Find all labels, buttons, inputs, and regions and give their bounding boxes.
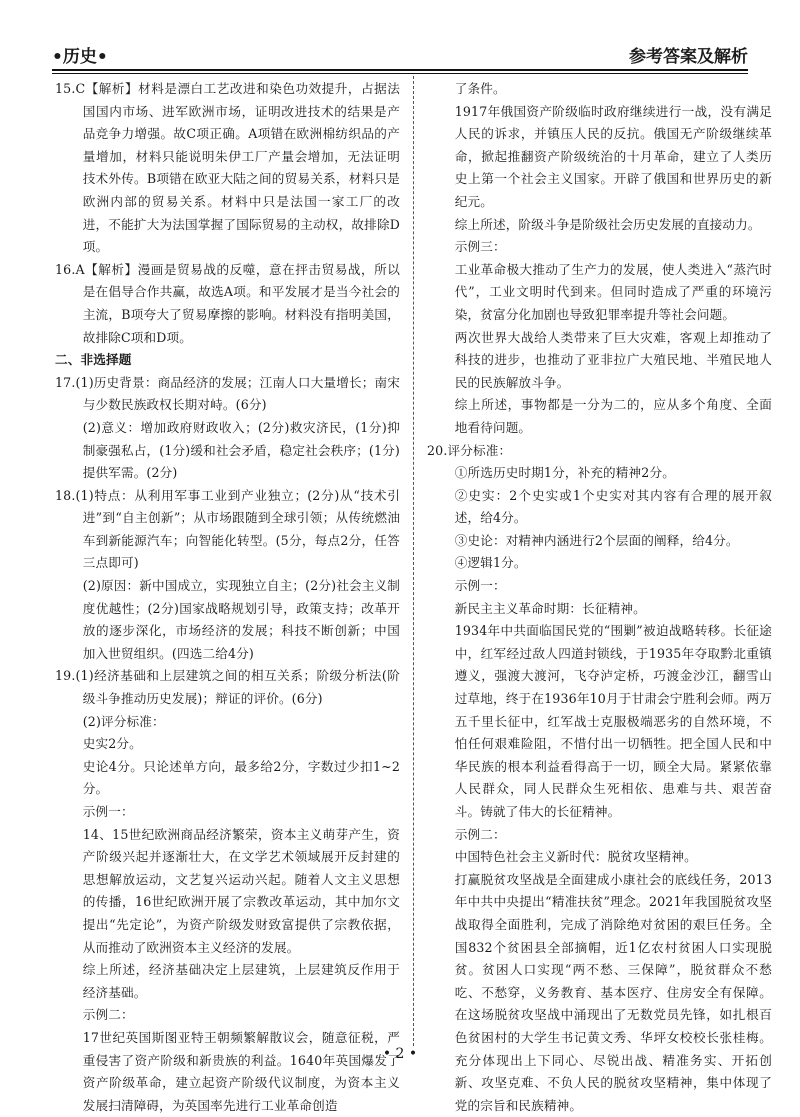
answer-paragraph: (2)评分标准：	[82, 713, 165, 729]
answer-paragraph: 1934年中共面临国民党的“围剿”被迫战略转移。长征途中，红军经过敌人四道封锁线，于1935年夺取黔北重镇遵义，强渡大渡河，飞夺泸定桥，巧渡金沙江，翻雪山过草地，终于在1936年10月于甘肃会宁胜利会师。两万五千里长征中，红军战士克服极端恶劣的自然环境，不怕任何艰难险阻，不惜付出一切牺牲。把全国人民和中华民族的根本利益看得高于一切，顾全大局。紧紧依靠人民群众，同人民群众生死相依、患难与共、艰苦奋斗。铸就了伟大的长征精神。	[454, 623, 772, 819]
answer-paragraph: ④逻辑1分。	[454, 555, 527, 571]
answer-paragraph: 综上所述，经济基础决定上层建筑，上层建筑反作用于经济基础。	[82, 962, 400, 1000]
answer-paragraph: 1917年俄国资产阶级临时政府继续进行一战，没有满足人民的诉求，并镇压人民的反抗。俄国无产阶级继续革命，掀起推翻资产阶级统治的十月革命，建立了人类历史上第一个社会主义国家。开辟了俄国和世界历史的新纪元。	[454, 103, 772, 209]
answer-paragraph: 19.(1)经济基础和上层建筑之间的相互关系；阶级分析法(阶级斗争推动历史发展)；辩证的评价。(6分)	[55, 668, 400, 707]
answer-paragraph: 16.A【解析】漫画是贸易战的反噬，意在抨击贸易战，所以是在倡导合作共赢，故选A项。和平发展才是当今社会的主流，B项夸大了贸易摩擦的影响。材料没有指明美国，故排除C项和D项。	[55, 261, 400, 345]
answer-paragraph: ③史论：对精神内涵进行2个层面的阐释，给4分。	[454, 532, 739, 548]
answer-paragraph: 打赢脱贫攻坚战是全面建成小康社会的底线任务，2013年中共中央提出“精准扶贫”理念。2021年我国脱贫攻坚战取得全面胜利，完成了消除绝对贫困的艰巨任务。全国832个贫困县全部摘帽，近1亿农村贫困人口实现脱贫。贫困人口实现“两不愁、三保障”，脱贫群众不愁吃、不愁穿，义务教育、基本医疗、住房安全有保障。在这场脱贫攻坚战中涌现出了无数党员先锋，如扎根百色贫困村的大学生书记黄文秀、华坪女校校长张桂梅。充分体现出上下同心、尽锐出战、精准务实、开拓创新、攻坚克难、不负人民的脱贫攻坚精神，集中体现了党的宗旨和民族精神。	[454, 871, 772, 1113]
header-title: 参考答案及解析	[629, 46, 748, 67]
answer-paragraph: 14、15世纪欧洲商品经济繁荣，资本主义萌芽产生，资产阶级兴起并逐渐壮大，在文学艺术领域展开反封建的思想解放运动，文艺复兴运动兴起。随着人文主义思想的传播，16世纪欧洲开展了宗教改革运动，其中加尔文提出“先定论”，为资产阶级发财致富提供了宗教依据，从而推动了欧洲资本主义经济的发展。	[82, 826, 400, 955]
answer-paragraph: 工业革命极大推动了生产力的发展，使人类进入“蒸汽时代”，工业文明时代到来。但同时造成了严重的环境污染，贫富分化加剧也导致犯罪率提升等社会问题。	[454, 261, 772, 322]
page-header	[52, 38, 748, 70]
answer-paragraph: 史实2分。	[82, 736, 142, 752]
header-rule	[52, 69, 748, 71]
answer-paragraph: ①所选历史时期1分，补充的精神2分。	[454, 465, 675, 481]
column-divider	[413, 76, 414, 1046]
answer-paragraph: 中国特色社会主义新时代：脱贫攻坚精神。	[454, 849, 697, 865]
answer-paragraph: 综上所述，事物都是一分为二的，应从多个角度、全面地看待问题。	[454, 397, 772, 435]
answer-paragraph: 综上所述，阶级斗争是阶级社会历史发展的直接动力。	[454, 216, 761, 232]
answer-paragraph: ②史实：2个史实或1个史实对其内容有合理的展开叙述，给4分。	[454, 487, 772, 526]
answer-paragraph: 15.C【解析】材料是漂白工艺改进和染色功效提升，占据法国国内市场、进军欧洲市场，证明改进技术的结果是产品竞争力增强。故C项正确。A项错在欧洲棉纺织品的产量增加，材料只能说明朱伊工厂产量会增加，无法证明技术外传。B项错在欧亚大陆之间的贸易关系，材料只是欧洲内部的贸易关系。材料中只是法国一家工厂的改进，不能扩大为法国掌握了国际贸易的主动权，故排除D项。	[55, 81, 400, 255]
answer-paragraph: 示例二：	[454, 826, 506, 842]
answer-paragraph: 新民主主义革命时期：长征精神。	[454, 600, 646, 616]
answer-paragraph: 示例一：	[82, 804, 134, 819]
left-column	[55, 78, 400, 1117]
answer-paragraph: 了条件。	[454, 81, 506, 96]
right-column	[427, 78, 772, 1117]
answer-paragraph: (2)意义：增加政府财政收入；(2分)救灾济民，(1分)抑制豪强私占，(1分)缓和社会矛盾，稳定社会秩序；(1分)提供军需。(2分)	[82, 419, 400, 481]
answer-paragraph: (2)原因：新中国成立，实现独立自主；(2分)社会主义制度优越性；(2分)国家战略规划引导，政策支持；改革开放的逐步深化，市场经济的发展；科技不断创新；中国加入世贸组织。(四选二给4分)	[82, 578, 400, 661]
page-number: • 2 •	[382, 1046, 418, 1062]
section-heading: 二、非选择题	[55, 352, 132, 368]
header-subject: •历史•	[52, 46, 108, 67]
answer-paragraph: 史论4分。只论述单方向，最多给2分，字数过少扣1~2分。	[82, 758, 400, 797]
answer-paragraph: 17世纪英国斯图亚特王朝频繁解散议会，随意征税，严重侵害了资产阶级和新贵族的利益。1640年英国爆发了资产阶级革命，建立起资产阶级代议制度，为资本主义发展扫清障碍，为英国率先进行工业革命创造	[82, 1029, 400, 1113]
header-rule-thin	[52, 73, 748, 74]
answer-paragraph: 示例三：	[454, 239, 506, 255]
answer-paragraph: 两次世界大战给人类带来了巨大灾难，客观上却推动了科技的进步，也推动了亚非拉广大殖民地、半殖民地人民的民族解放斗争。	[454, 329, 772, 390]
answer-paragraph: 17.(1)历史背景：商品经济的发展；江南人口大量增长；南宋与少数民族政权长期对峙。(6分)	[55, 374, 400, 413]
answer-paragraph: 18.(1)特点：从利用军事工业到产业独立；(2分)从“技术引进”到“自主创新”；从市场跟随到全球引领；从传统燃油车到新能源汽车；向智能化转型。(5分，每点2分，任答三点即可)	[55, 487, 400, 571]
answer-paragraph: 示例二：	[82, 1007, 134, 1023]
answer-paragraph: 示例一：	[454, 578, 506, 594]
answer-paragraph: 20.评分标准：	[427, 442, 512, 458]
